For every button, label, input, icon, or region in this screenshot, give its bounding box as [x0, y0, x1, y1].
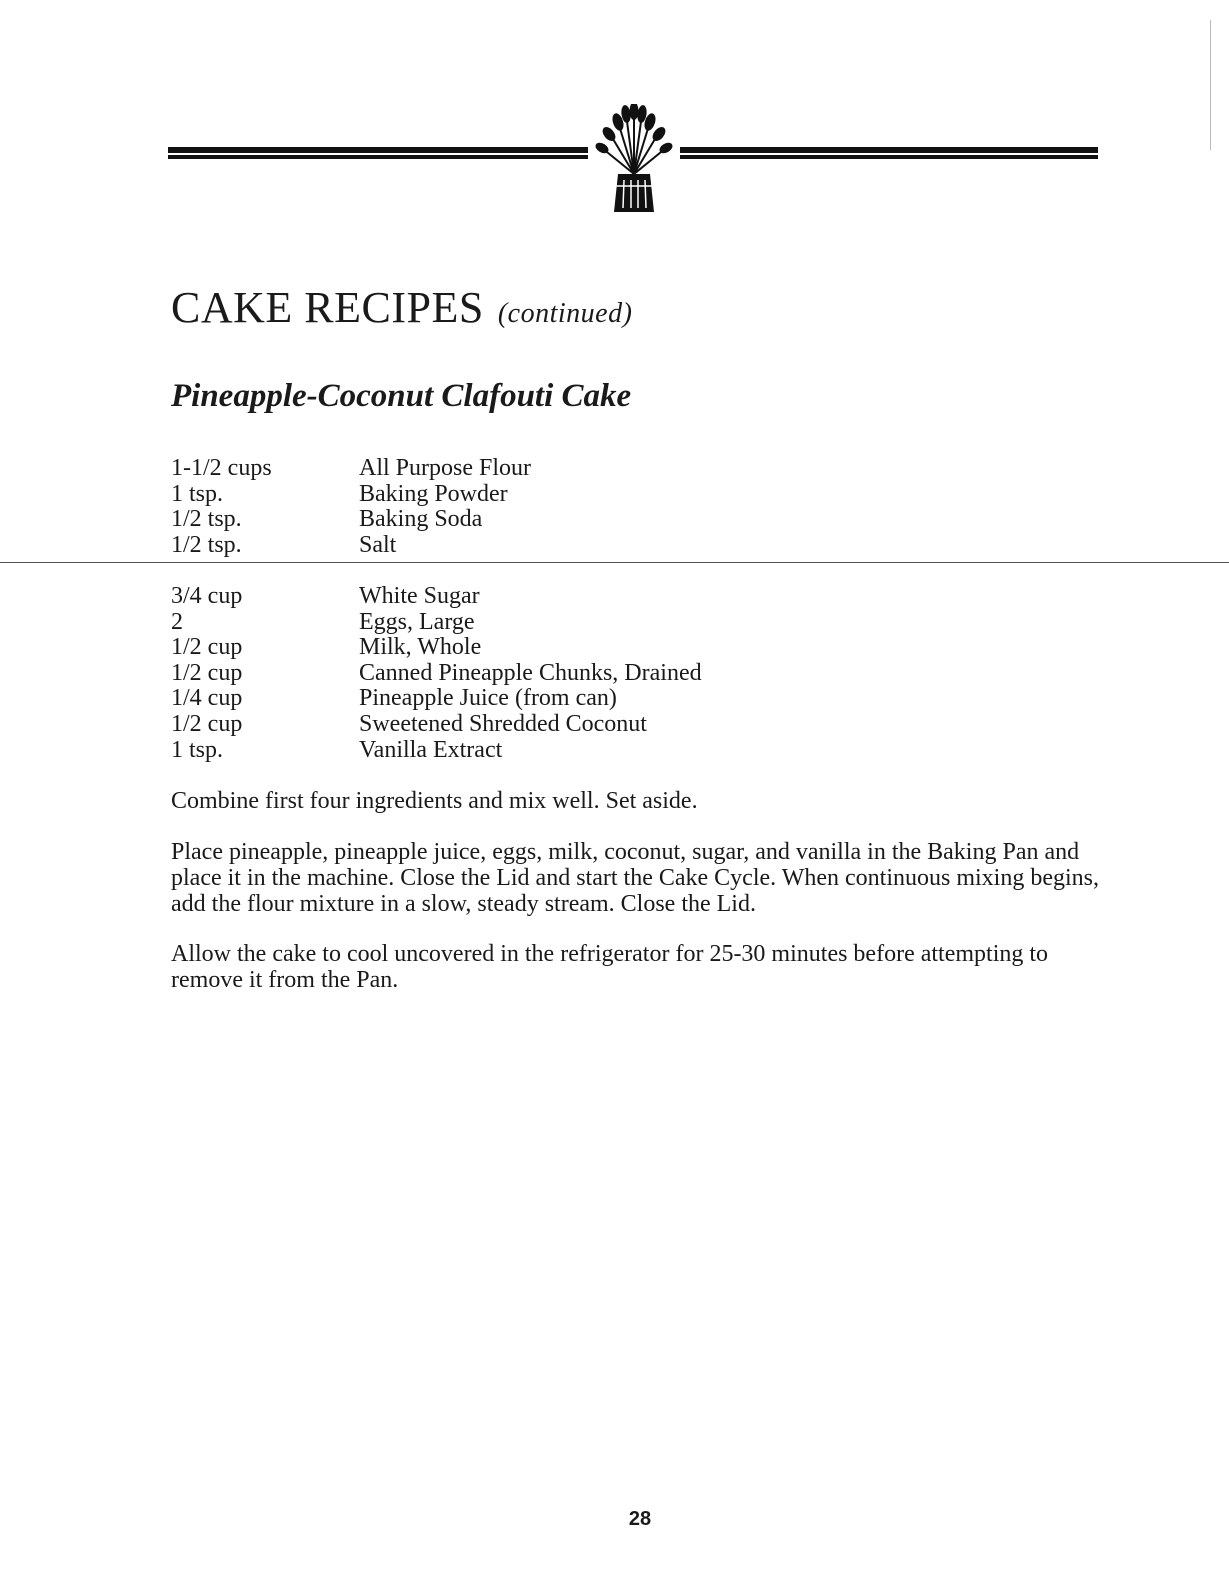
group-divider — [0, 562, 1229, 563]
ingredient-quantity: 1/2 cup — [171, 710, 243, 737]
ingredient-quantity: 1/2 cup — [171, 634, 243, 661]
ingredient-quantity: 1-1/2 cups — [171, 455, 272, 481]
scan-edge-mark — [1210, 20, 1211, 150]
ingredient-name: Sweetened Shredded Coconut — [359, 710, 647, 737]
page-title — [171, 282, 632, 333]
recipe-title: Pineapple-Coconut Clafouti Cake — [171, 378, 632, 414]
ingredient-quantity: 1 tsp. — [171, 480, 224, 507]
page-title-text: CAKE RECIPES — [171, 283, 484, 332]
ingredient-name: Eggs, Large — [359, 608, 475, 635]
ingredient-name: All Purpose Flour — [359, 455, 532, 481]
ingredient-name: Baking Soda — [359, 506, 483, 533]
instruction-step-2: Place pineapple, pineapple juice, eggs, milk, coconut, sugar, and vanilla in the Baking Pan and place it in the machine. Close the Lid and start the Cake Cycle. When continuous mixing begins, add the flour mixture in a slow, steady stream. Close the Lid. — [171, 839, 1100, 917]
instruction-step-1: Combine first four ingredients and mix well. Set aside. — [171, 788, 698, 814]
ingredient-name: White Sugar — [359, 583, 480, 609]
page-title-note: (continued) — [497, 298, 633, 329]
ingredient-quantity: 1/4 cup — [171, 685, 243, 712]
ingredient-quantity: 1/2 tsp. — [171, 531, 242, 558]
page-number: 28 — [628, 1508, 652, 1530]
ingredient-name: Vanilla Extract — [359, 736, 503, 763]
wheat-sheaf-icon — [588, 104, 680, 216]
ingredient-quantity: 1/2 cup — [171, 659, 243, 686]
ingredient-name: Pineapple Juice (from can) — [359, 685, 617, 712]
ingredient-name: Baking Powder — [359, 480, 508, 507]
ingredient-quantity: 3/4 cup — [171, 583, 243, 609]
ingredient-quantity: 1 tsp. — [171, 736, 224, 763]
instruction-step-3: Allow the cake to cool uncovered in the refrigerator for 25-30 minutes before attempting to remove it from the Pan. — [171, 941, 1049, 993]
ingredient-quantity: 1/2 tsp. — [171, 506, 242, 533]
ingredient-name: Canned Pineapple Chunks, Drained — [359, 659, 702, 686]
ingredient-quantity: 2 — [171, 608, 183, 635]
ingredient-name: Milk, Whole — [359, 634, 482, 661]
ingredient-name: Salt — [359, 531, 397, 558]
